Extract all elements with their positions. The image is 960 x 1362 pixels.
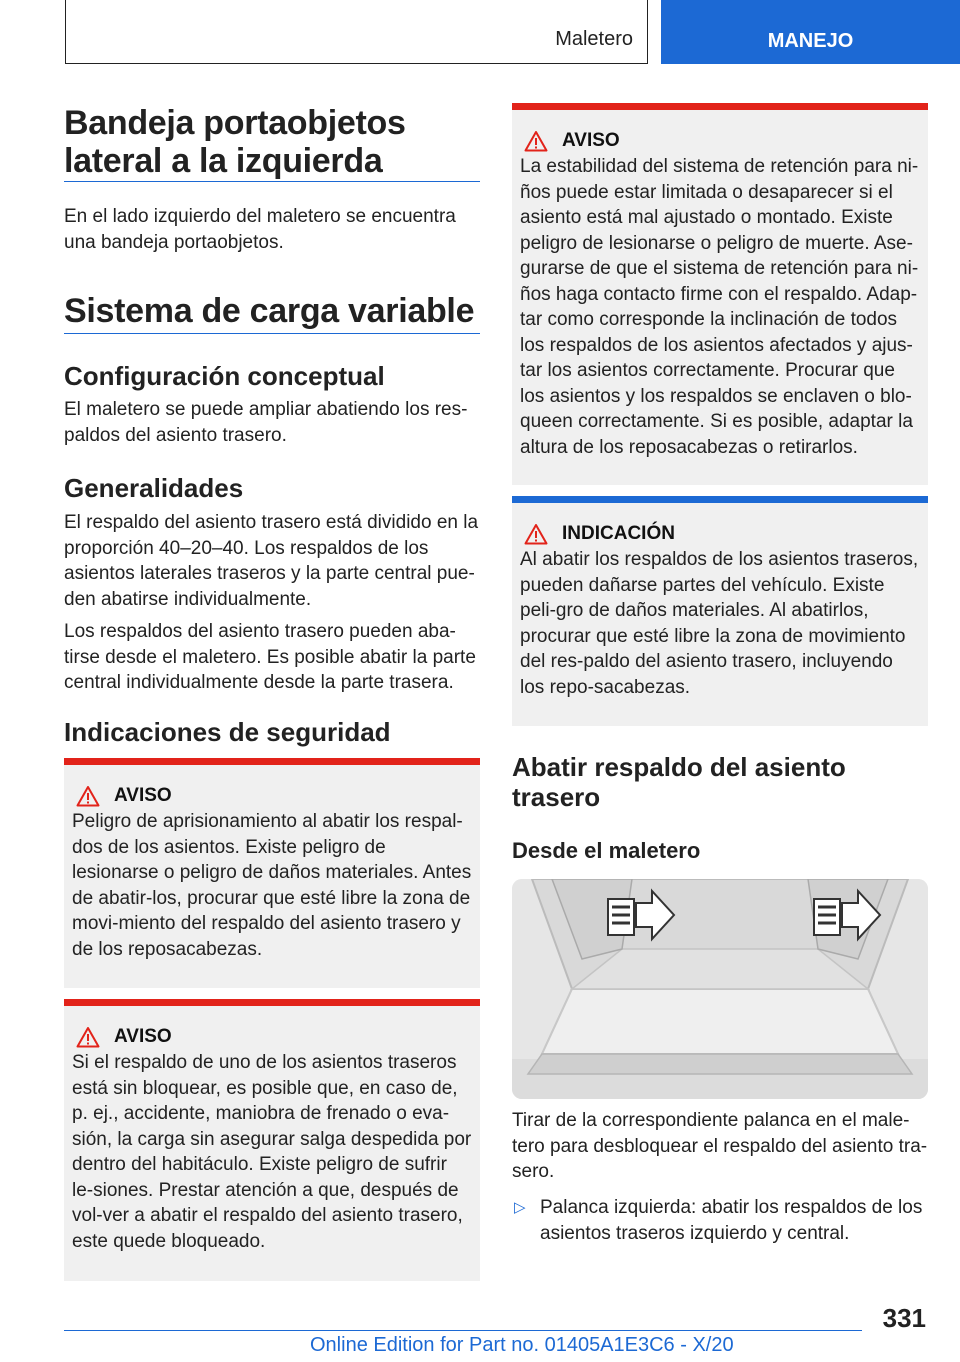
- paragraph-configuracion: El maletero se puede ampliar abatiendo los res-paldos del asiento trasero.: [64, 399, 468, 446]
- section-title-sistema: Sistema de carga variable: [64, 292, 475, 330]
- header-frame: [65, 0, 648, 64]
- page-number: 331: [882, 1303, 926, 1333]
- heading-generalidades: Generalidades: [64, 473, 244, 503]
- paragraph-bandeja: En el lado izquierdo del maletero se encuentra una bandeja portaobjetos.: [64, 206, 456, 253]
- trunk-illustration: [512, 879, 928, 1099]
- warning-box-3: [512, 103, 928, 485]
- warning-triangle-icon: [76, 1026, 100, 1048]
- warning-title-row: [524, 130, 920, 152]
- warning-label: AVISO: [114, 785, 172, 806]
- paragraph-generalidades-2: Los respaldos del asiento trasero pueden aba-tirse desde el maletero. Es posible abatir la parte central individualmente desde la parte trasera.: [64, 621, 476, 693]
- warning-triangle-icon: [524, 523, 548, 545]
- paragraph-generalidades-1: El respaldo del asiento trasero está dividido en la proporción 40–20–40. Los respaldos de los asientos laterales traseros y la parte central pue-den abatirse individualmente.: [64, 512, 479, 610]
- list-item-text: Palanca izquierda: abatir los respaldos de los asientos traseros izquierdo y central.: [540, 1197, 923, 1244]
- subheading-desde-maletero: Desde el maletero: [512, 838, 701, 863]
- section-title-bandeja: Bandeja portaobjetos lateral a la izquierda: [64, 104, 406, 180]
- bullet-triangle-icon: ▷: [514, 1199, 526, 1216]
- heading-configuracion: Configuración conceptual: [64, 361, 385, 391]
- warning-title-row: [76, 785, 472, 807]
- warning-box-1: [64, 758, 480, 988]
- warning-triangle-icon: [524, 130, 548, 152]
- notice-box: [512, 496, 928, 726]
- heading-abatir: Abatir respaldo del asiento trasero: [512, 752, 846, 812]
- header-section-title: Maletero: [555, 28, 633, 50]
- footer-edition: Online Edition for Part no. 01405A1E3C6 - X/20: [310, 1334, 734, 1356]
- warning-text: Si el respaldo de uno de los asientos traseros está sin bloquear, es posible que, en caso de, p. ej., accidente, maniobra de frenado o eva-sión, la carga sin asegurar salga despedida por dentro del habitáculo. Existe peligro de sufrir le-siones. Prestar atención a que, después de vol-ver a abatir el respaldo del asiento trasero, este quede bloqueado.: [72, 1052, 472, 1252]
- warning-text: La estabilidad del sistema de retención para ni-ños puede estar limitada o desaparecer si el asiento está mal ajustado o montado. Existe peligro de lesionarse o peligro de muerte. Ase-gurarse de que el sistema de retención para ni-ños haga contacto firme con el respaldo. Adap-tar como corresponde la inclinación de todos los respaldos de los asientos afectados y ajus-tar los asientos correctamente. Procurar que los asientos y los respaldos se enclaven o blo-queen correctamente. Si es posible, adaptar la altura de los reposacabezas o retirarlos.: [520, 156, 919, 458]
- notice-label: INDICACIÓN: [562, 523, 675, 544]
- warning-triangle-icon: [76, 785, 100, 807]
- trunk-photo: [512, 879, 928, 1099]
- warning-label: AVISO: [114, 1026, 172, 1047]
- title-rule: [64, 333, 480, 334]
- title-rule: [64, 181, 480, 182]
- warning-box-2: [64, 999, 480, 1281]
- chapter-tab[interactable]: MANEJO: [661, 0, 960, 64]
- list-item: [512, 1195, 928, 1246]
- warning-title-row: [76, 1026, 472, 1048]
- warning-label: AVISO: [562, 130, 620, 151]
- footer-rule: [64, 1330, 862, 1331]
- notice-text: Al abatir los respaldos de los asientos traseros, pueden dañarse partes del vehículo. Existe peli-gro de daños materiales. Al abatirlos, procurar que esté libre la zona de movimiento del res-paldo del asiento trasero, incluyendo los repo-sacabezas.: [520, 549, 919, 698]
- warning-text: Peligro de aprisionamiento al abatir los respal-dos de los asientos. Existe peligro de lesionarse o peligro de daños materiales. Antes de abatir-los, procurar que esté libre la zona de movi-miento del respaldo del asiento trasero y de los reposacabezas.: [72, 811, 472, 960]
- notice-title-row: [524, 523, 920, 545]
- heading-indicaciones: Indicaciones de seguridad: [64, 717, 391, 747]
- paragraph-tirar-palanca: Tirar de la correspondiente palanca en el male-tero para desbloquear el respaldo del asiento tra-sero.: [512, 1110, 928, 1182]
